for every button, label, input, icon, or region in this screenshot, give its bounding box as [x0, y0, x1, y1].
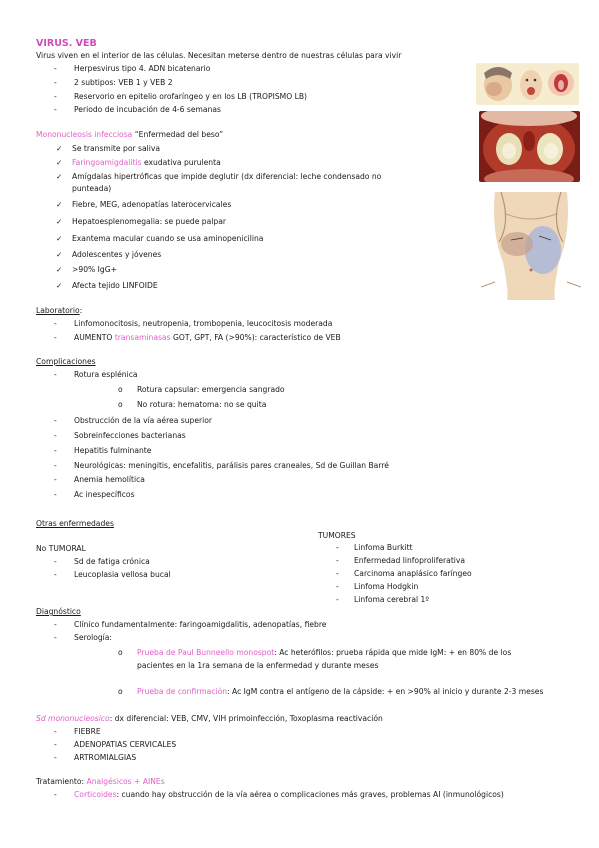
list-item: Rotura esplénica: [74, 370, 138, 379]
list-item: Corticoides: cuando hay obstrucción de la vía aérea o complicaciones más graves, problemas AI (inmunológicos): [74, 790, 504, 799]
list-item: ✓ Amígdalas hipertróficas que impide deglutir (dx diferencial: leche condensado no: [56, 172, 382, 181]
check-icon: ✓: [56, 158, 63, 167]
list-item: Linfomonocitosis, neutropenia, trombopenia, leucocitosis moderada: [74, 319, 333, 328]
page-title: VIRUS. VEB: [36, 38, 97, 49]
list-item: Serología:: [74, 633, 112, 642]
list-item: ✓ Afecta tejido LINFOIDE: [56, 281, 158, 290]
lab-heading: Laboratorio:: [36, 306, 83, 315]
list-item: Carcinoma anaplásico faríngeo: [354, 569, 472, 578]
list-item: Periodo de incubación de 4-6 semanas: [74, 105, 222, 114]
list-item: Ac inespecíficos: [74, 490, 135, 499]
list-item: ARTROMIALGIAS: [74, 753, 137, 762]
list-item: ✓ Fiebre, MEG, adenopatías laterocervicales: [56, 200, 232, 209]
list-item: Rotura capsular: emergencia sangrado: [137, 385, 285, 394]
list-item: Enfermedad linfoproliferativa: [354, 556, 466, 565]
list-item: ✓ Adolescentes y jóvenes: [56, 250, 162, 259]
bullet-icon: o: [118, 648, 123, 657]
list-item: Linfoma Hodgkin: [354, 582, 419, 591]
list-item: Neurológicas: meningitis, encefalitis, parálisis pares craneales, Sd de Guillan Barré: [74, 461, 389, 470]
non-tumoral-label: No TUMORAL: [36, 544, 86, 553]
check-icon: ✓: [56, 250, 63, 259]
list-item: ✓ Hepatoesplenomegalia: se puede palpar: [56, 217, 226, 226]
check-icon: ✓: [56, 234, 63, 243]
bullet-icon: o: [118, 385, 123, 394]
list-item: Prueba de confirmación: Ac IgM contra el antígeno de la cápside: + en >90% al inicio y durante 2-3 meses: [137, 687, 544, 696]
check-icon: ✓: [56, 217, 63, 226]
list-item: Anemia hemolítica: [74, 475, 145, 484]
bullet-icon: o: [118, 400, 123, 409]
splenomegaly-illustration: [481, 192, 581, 300]
diagnosis-heading: Diagnóstico: [36, 607, 81, 616]
list-item-continuation: punteada): [72, 184, 112, 193]
list-item: Clínico fundamentalmente: faringoamigdalitis, adenopatías, fiebre: [74, 620, 327, 629]
list-item: Herpesvirus tipo 4. ADN bicatenario: [74, 64, 211, 73]
intro-text: Virus viven en el interior de las células. Necesitan meterse dentro de nuestras células para vivir: [36, 51, 402, 60]
list-item: No rotura: hematoma: no se quita: [137, 400, 267, 409]
mono-heading: Mononucleosis infecciosa “Enfermedad del beso”: [36, 130, 224, 139]
list-item: ✓ Exantema macular cuando se usa aminopenicilina: [56, 234, 264, 243]
list-item: Sobreinfecciones bacterianas: [74, 431, 186, 440]
mono-patient-illustration: [476, 63, 579, 105]
check-icon: ✓: [56, 265, 63, 274]
list-item: Prueba de Paul Bunneello monospot: Ac heterófilos: prueba rápida que mide IgM: + en 80% de los: [137, 648, 512, 657]
list-item: AUMENTO transaminasas GOT, GPT, FA (>90%): característico de VEB: [74, 333, 341, 342]
list-item: FIEBRE: [74, 727, 101, 736]
check-icon: ✓: [56, 144, 63, 153]
check-icon: ✓: [56, 200, 63, 209]
check-icon: ✓: [56, 281, 63, 290]
list-item: Leucoplasia vellosa bucal: [74, 570, 171, 579]
mono-syndrome-line: Sd mononucleosico: dx diferencial: VEB, CMV, VIH primoinfección, Toxoplasma reactivación: [36, 714, 383, 723]
list-item: 2 subtipos: VEB 1 y VEB 2: [74, 78, 173, 87]
list-item: Hepatitis fulminante: [74, 446, 152, 455]
list-item: ADENOPATIAS CERVICALES: [74, 740, 177, 749]
treatment-heading: Tratamiento: Analgésicos + AINEs: [36, 777, 165, 786]
list-item: Reservorio en epitelio orofaríngeo y en los LB (TROPISMO LB): [74, 92, 308, 101]
list-item: ✓ >90% IgG+: [56, 265, 117, 274]
list-item: Linfoma cerebral 1º: [354, 595, 429, 604]
list-item: Linfoma Burkitt: [354, 543, 413, 552]
tumors-label: TUMORES: [318, 531, 356, 540]
list-item: Obstrucción de la vía aérea superior: [74, 416, 213, 425]
list-item: Sd de fatiga crónica: [74, 557, 150, 566]
list-item: ✓ Se transmite por saliva: [56, 144, 160, 153]
bullet-icon: o: [118, 687, 123, 696]
check-icon: ✓: [56, 172, 63, 181]
list-item-continuation: pacientes en la 1ra semana de la enfermedad y durante meses: [137, 661, 379, 670]
complications-heading: Complicaciones: [36, 357, 96, 366]
tonsillitis-photo: [479, 111, 580, 182]
other-diseases-heading: Otras enfermedades: [36, 519, 114, 528]
list-item: ✓ Faringoamigdalitis exudativa purulenta: [56, 158, 221, 167]
document-page: VIRUS. VEB Virus viven en el interior de las células. Necesitan meterse dentro de nuestras células para vivir - Herpesvirus tipo 4. ADN bicatenario - 2 subtipos: VEB 1 y VEB 2 - Reservorio en epitelio orofaríngeo y en los LB (TROPISMO LB) - Periodo de incubación de 4-6 semanas Mononucleosis infecciosa “Enfermedad del beso” ✓ Se transmite por saliva ✓ Faringoamigdalitis exudativa purulenta ✓ Amígdalas hipertróficas que impide deglutir (dx diferencial: leche condensado no punteada) ✓ Fiebre, MEG, adenopatías laterocervicales ✓ Hepatoesplenomegalia: se puede palpar ✓ Exantema macular cuando se usa aminopenicilina ✓ Adolescentes y jóvenes ✓ >90% IgG+ ✓ Afecta tejido LINFOIDE Laboratorio: - Linfomonocitosis, neutropenia, trombopenia, leucocitosis moderada - AUMENTO transaminasas GOT, GPT, FA (>90%): característico de VEB Complicaciones - Rotura esplénica o Rotura capsular: emergencia sangrado o No rotura: hematoma: no se quita - Obstrucción de la vía aérea superior - Sobreinfecciones bacterianas - Hepatitis fulminante - Neurológicas: meningitis, encefalitis, parálisis pares craneales, Sd de Guillan Barré - Anemia hemolítica - Ac inespecíficos Otras enfermedades TUMORES No TUMORAL - Linfoma Burkitt - Enfermedad linfoproliferativa - Carcinoma anaplásico faríngeo - Linfoma Hodgkin - Linfoma cerebral 1º - Sd de fatiga crónica - Leucoplasia vellosa bucal Diagnóstico - Clínico fundamentalmente: faringoamigdalitis, adenopatías, fiebre - Serología: o Prueba de Paul Bunneello monospot: Ac heterófilos: prueba rápida que mide IgM: + en 80% de los pacientes en la 1ra semana de la enfermedad y durante meses o Prueba de confirmación: Ac IgM contra el antígeno de la cápside: + en >90% al inicio y durante 2-3 meses Sd mononucleosico: dx diferencial: VEB, CMV, VIH primoinfección, Toxoplasma reactivación - FIEBRE - ADENOPATIAS CERVICALES - ARTROMIALGIAS Tratamiento: Analgésicos + AINEs - Corticoides: cuando hay obstrucción de la vía aérea o complicaciones más graves, problemas AI (inmunológicos): [0, 0, 599, 848]
